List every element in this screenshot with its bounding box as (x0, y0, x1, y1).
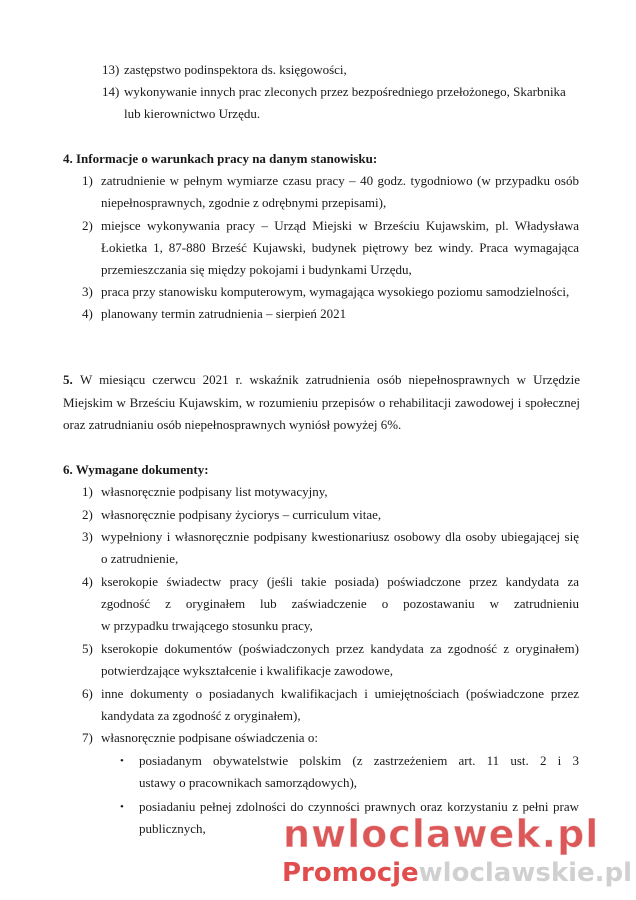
s4-item-3-number: 3) (82, 284, 93, 299)
item-13-number: 13) (102, 62, 120, 77)
bullet-2-line-2: publicznych, (139, 821, 206, 836)
bullet-dot: • (120, 801, 124, 813)
s4-item-4-number: 4) (82, 306, 93, 321)
s6-item-3-line-1: wypełniony i własnoręcznie podpisany kwestionariusz osobowy dla osoby ubiegającej się (101, 529, 579, 544)
watermark-promo-part-2: wloclawskie.pl (418, 858, 633, 888)
s6-item-6-number: 6) (82, 686, 93, 701)
section-4-heading: 4. Informacje o warunkach pracy na danym stanowisku: (63, 151, 378, 166)
s4-item-2-line-3: przemieszczania się między pokojami i budynkami Urzędu, (101, 262, 412, 277)
s4-item-2-line-1: miejsce wykonywania pracy – Urząd Miejski w Brześciu Kujawskim, pl. Władysława (101, 218, 579, 233)
s6-item-5-line-1: kserokopie dokumentów (poświadczonych przez kandydata za zgodność z oryginałem) (101, 641, 579, 656)
s6-item-2-line-1: własnoręcznie podpisany życiorys – curriculum vitae, (101, 507, 382, 522)
item-14-line-1: wykonywanie innych prac zleconych przez bezpośredniego przełożonego, Skarbnika (124, 84, 566, 99)
s6-item-6-line-1: inne dokumenty o posiadanych kwalifikacjach i umiejętnościach (poświadczone przez (101, 686, 579, 701)
s4-item-1-line-1: zatrudnienie w pełnym wymiarze czasu pracy – 40 godz. tygodniowo (w przypadku osób (101, 173, 579, 188)
s6-item-3-number: 3) (82, 529, 93, 544)
s4-item-2-number: 2) (82, 218, 93, 233)
s6-item-4-line-3: w przypadku trwającego stosunku pracy, (101, 618, 313, 633)
bullet-1-line-1: posiadanym obywatelstwie polskim (z zastrzeżeniem art. 11 ust. 2 i 3 (139, 753, 579, 768)
section-5-number: 5. (63, 372, 73, 387)
watermark-promo (282, 858, 632, 888)
s6-item-6-line-2: kandydata za zgodność z oryginałem), (101, 708, 301, 723)
s6-item-5-number: 5) (82, 641, 93, 656)
s4-item-1-line-2: niepełnosprawnych, zgodnie z odrębnymi przepisami), (101, 195, 387, 210)
section-5-line-1: W miesiącu czerwcu 2021 r. wskaźnik zatrudnienia osób niepełnosprawnych w Urzędzie (80, 372, 580, 387)
s6-item-4-line-2: zgodność z oryginałem lub zaświadczenie o pozostawaniu w zatrudnieniu (101, 596, 579, 611)
item-14-number: 14) (102, 84, 120, 99)
section-5-line-3: oraz zatrudnianiu osób niepełnosprawnych wyniósł powyżej 6%. (63, 417, 402, 432)
bullet-dot: • (120, 755, 124, 767)
section-5-line-2: Miejskim w Brześciu Kujawskim, w rozumieniu przepisów o rehabilitacji zawodowej i społecznej (63, 395, 580, 410)
s4-item-4-line-1: planowany termin zatrudnienia – sierpień 2021 (101, 306, 347, 321)
bullet-2-line-1: posiadaniu pełnej zdolności do czynności prawnych oraz korzystaniu z pełni praw (139, 799, 579, 814)
s6-item-2-number: 2) (82, 507, 93, 522)
watermark-promo-part-1: Promocje (282, 858, 419, 888)
s6-item-7-line-1: własnoręcznie podpisane oświadczenia o: (101, 730, 318, 745)
bullet-1-line-2: ustawy o pracownikach samorządowych), (139, 775, 358, 790)
s4-item-2-line-2: Łokietka 1, 87-880 Brześć Kujawski, budynek piętrowy bez windy. Praca wymagająca (101, 240, 579, 255)
s6-item-3-line-2: o zatrudnienie, (101, 551, 179, 566)
item-13-text: zastępstwo podinspektora ds. księgowości, (124, 62, 347, 77)
watermark-site: nwloclawek.pl (283, 812, 600, 856)
s6-item-4-line-1: kserokopie świadectw pracy (jeśli takie posiada) poświadczone przez kandydata za (101, 574, 579, 589)
s6-item-1-line-1: własnoręcznie podpisany list motywacyjny, (101, 484, 328, 499)
s4-item-1-number: 1) (82, 173, 93, 188)
item-14-line-2: lub kierownictwo Urzędu. (124, 106, 261, 121)
s6-item-1-number: 1) (82, 484, 93, 499)
s4-item-3-line-1: praca przy stanowisku komputerowym, wymagająca wysokiego poziomu samodzielności, (101, 284, 570, 299)
s6-item-5-line-2: potwierdzające wykształcenie i kwalifikacje zawodowe, (101, 663, 393, 678)
section-6-heading: 6. Wymagane dokumenty: (63, 462, 209, 477)
s6-item-4-number: 4) (82, 574, 93, 589)
s6-item-7-number: 7) (82, 730, 93, 745)
